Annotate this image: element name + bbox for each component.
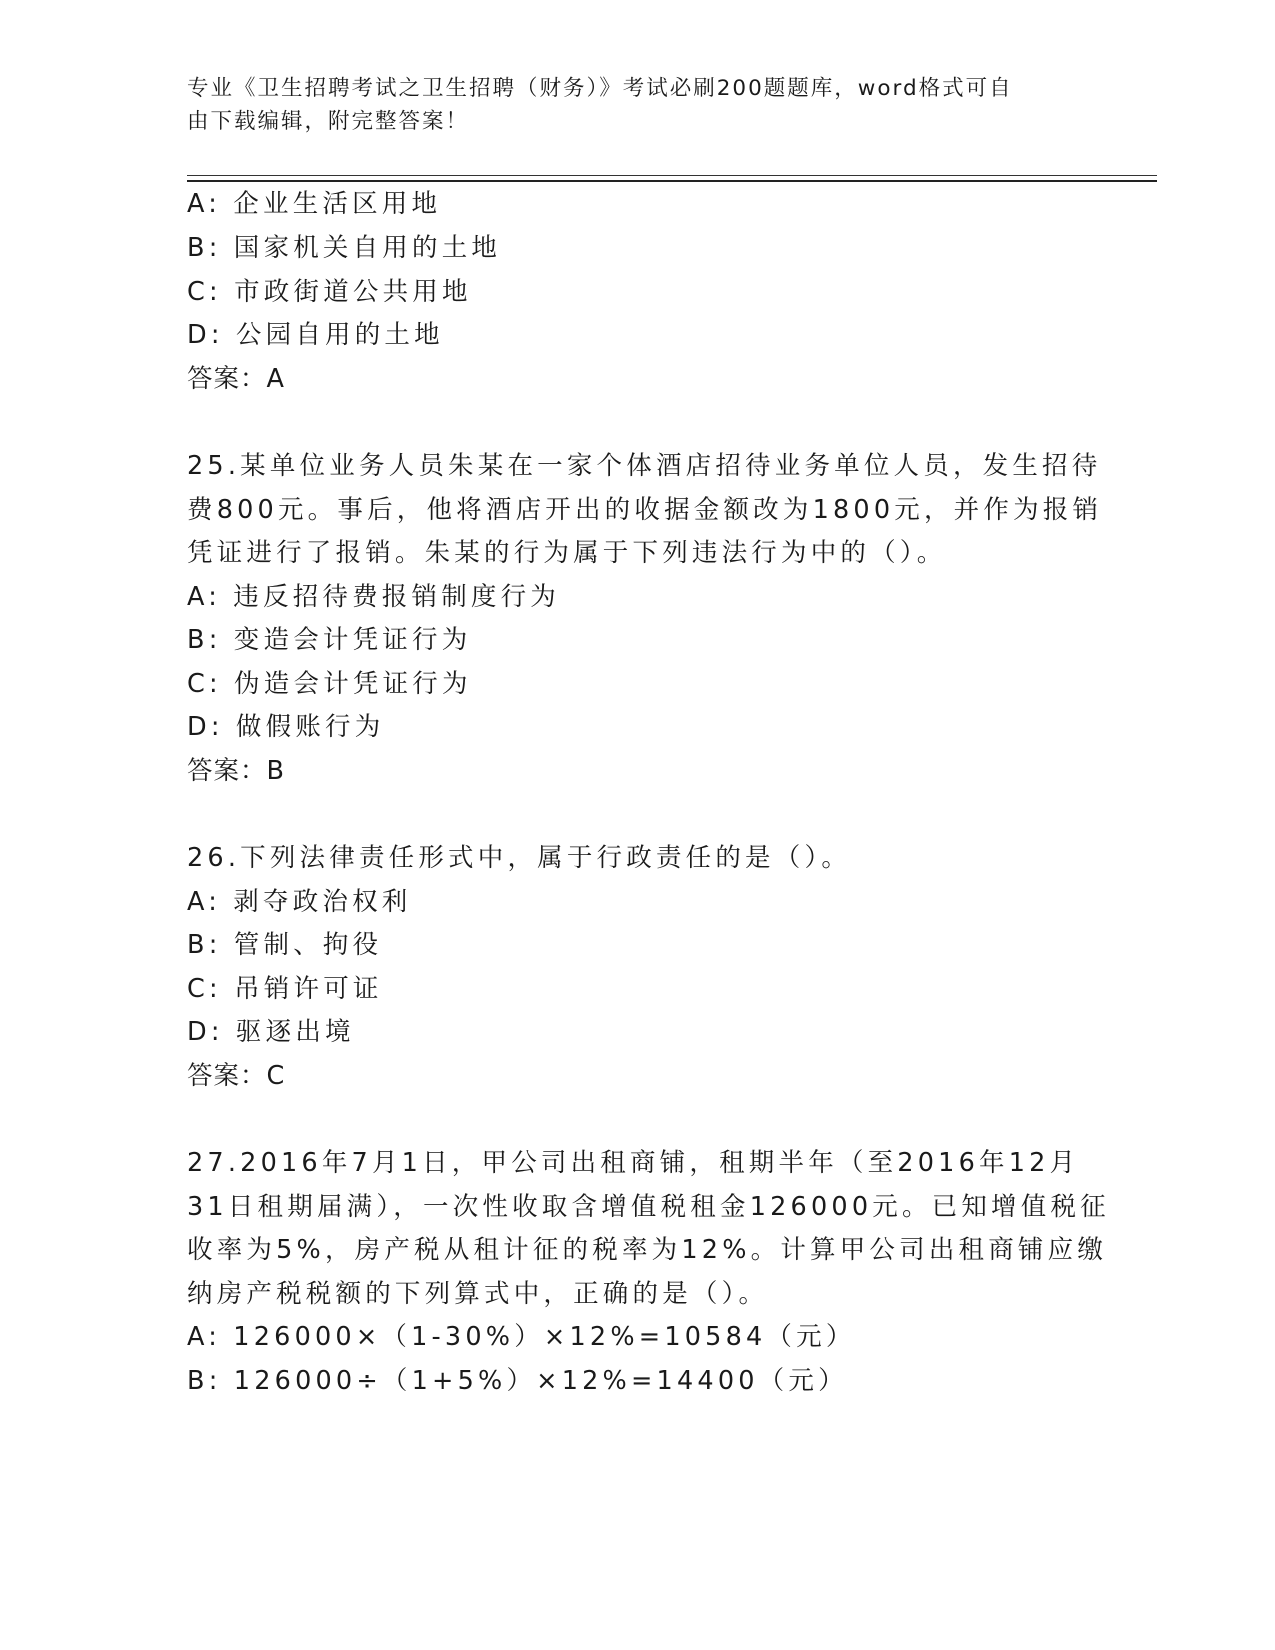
document-header bbox=[187, 72, 1067, 138]
q26-stem-line-1: 26.下列法律责任形式中，属于行政责任的是（）。 bbox=[187, 843, 852, 873]
q25-answer: 答案：B bbox=[187, 756, 285, 786]
q26-option-b: B: 管制、拘役 bbox=[187, 930, 383, 960]
q26-option-d: D: 驱逐出境 bbox=[187, 1017, 355, 1047]
q24-option-c: C: 市政街道公共用地 bbox=[187, 277, 472, 307]
q27-stem-line-1: 27.2016年7月1日，甲公司出租商铺，租期半年（至2016年12月 bbox=[187, 1148, 1080, 1178]
q26-option-c: C: 吊销许可证 bbox=[187, 974, 383, 1004]
q26-answer: 答案：C bbox=[187, 1061, 286, 1091]
q24-answer: 答案：A bbox=[187, 364, 285, 394]
header-line-1: 专业《卫生招聘考试之卫生招聘（财务）》考试必刷200题题库，word格式可自 bbox=[187, 76, 1013, 101]
q25-option-b: B: 变造会计凭证行为 bbox=[187, 625, 472, 655]
q27-option-a: A: 126000×（1-30%）×12%=10584（元） bbox=[187, 1322, 856, 1352]
q24-option-a: A: 企业生活区用地 bbox=[187, 189, 442, 219]
header-divider-thin bbox=[187, 175, 1157, 176]
q25-option-a: A: 违反招待费报销制度行为 bbox=[187, 582, 560, 612]
q24-option-b: B: 国家机关自用的土地 bbox=[187, 233, 502, 263]
q24-option-d: D: 公园自用的土地 bbox=[187, 320, 444, 350]
q25-stem-line-1: 25.某单位业务人员朱某在一家个体酒店招待业务单位人员，发生招待 bbox=[187, 451, 1102, 481]
q27-option-b: B: 126000÷（1+5%）×12%=14400（元） bbox=[187, 1366, 848, 1396]
q27-stem-line-2: 31日租期届满），一次性收取含增值税租金126000元。已知增值税征 bbox=[187, 1192, 1110, 1222]
q25-stem-line-3: 凭证进行了报销。朱某的行为属于下列违法行为中的（）。 bbox=[187, 538, 947, 568]
q27-stem-line-3: 收率为5%，房产税从租计征的税率为12%。计算甲公司出租商铺应缴 bbox=[187, 1235, 1108, 1265]
q25-stem-line-2: 费800元。事后，他将酒店开出的收据金额改为1800元，并作为报销 bbox=[187, 495, 1103, 525]
header-divider-thick bbox=[187, 180, 1157, 182]
q25-option-d: D: 做假账行为 bbox=[187, 712, 385, 742]
q27-stem-line-4: 纳房产税税额的下列算式中，正确的是（）。 bbox=[187, 1279, 769, 1309]
q26-option-a: A: 剥夺政治权利 bbox=[187, 887, 412, 917]
q25-option-c: C: 伪造会计凭证行为 bbox=[187, 669, 472, 699]
header-line-2: 由下载编辑，附完整答案！ bbox=[187, 109, 470, 134]
